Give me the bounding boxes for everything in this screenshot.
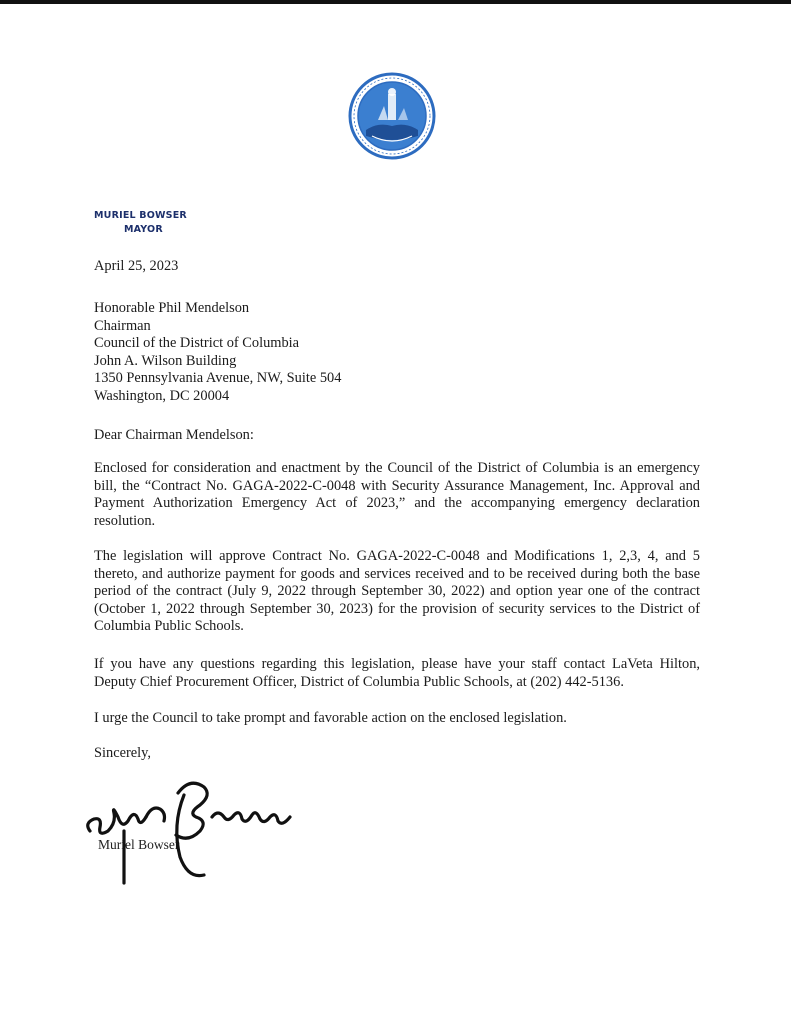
recipient-line: Council of the District of Columbia [94,335,300,351]
signature-printed-name: Muriel Bowser [98,837,180,852]
body-paragraph: If you have any questions regarding this legislation, please have your staff contact LaVeta Hilton, Deputy Chief Procurement Officer, District of Columbia Public Schools, at (202) 442-5136. [94,656,700,690]
body-paragraph: Enclosed for consideration and enactment by the Council of the District of Columbia is an emergency bill, the “Contract No. GAGA-2022-C-0048 with Security Assurance Management, Inc. Approval and Payment Authorization Emergency Act of 2023,” and the accompanying emergency declaration resolution. [94,460,700,529]
salutation: Dear Chairman Mendelson: [94,427,254,443]
recipient-line: John A. Wilson Building [94,352,237,369]
handwritten-signature-icon [80,765,310,895]
district-of-columbia-seal-icon [348,72,436,160]
body-paragraph: I urge the Council to take prompt and favorable action on the enclosed legislation. [94,710,567,726]
recipient-address [94,300,341,405]
letter-date: April 25, 2023 [94,258,179,274]
recipient-line: Honorable Phil Mendelson [94,300,250,316]
recipient-line: 1350 Pennsylvania Avenue, NW, Suite 504 [94,370,342,386]
mayor-name: MURIEL BOWSER [94,210,187,221]
recipient-line: Chairman [94,317,151,334]
closing: Sincerely, [94,745,152,761]
page-top-border [0,0,791,4]
recipient-line: Washington, DC 20004 [94,387,230,404]
body-paragraph: The legislation will approve Contract No. GAGA-2022-C-0048 and Modifications 1, 2,3, 4, and 5 thereto, and authorize payment for goods and services received and to be received during both the base period of the contract (July 9, 2022 through September 30, 2022) and option year one of the contract (October 1, 2022 through September 30, 2023) for the provision of security services to the District of Columbia Public Schools. [94,548,700,634]
mayor-title: MAYOR [124,224,163,235]
signature-block [80,765,310,895]
letterhead [94,210,187,235]
